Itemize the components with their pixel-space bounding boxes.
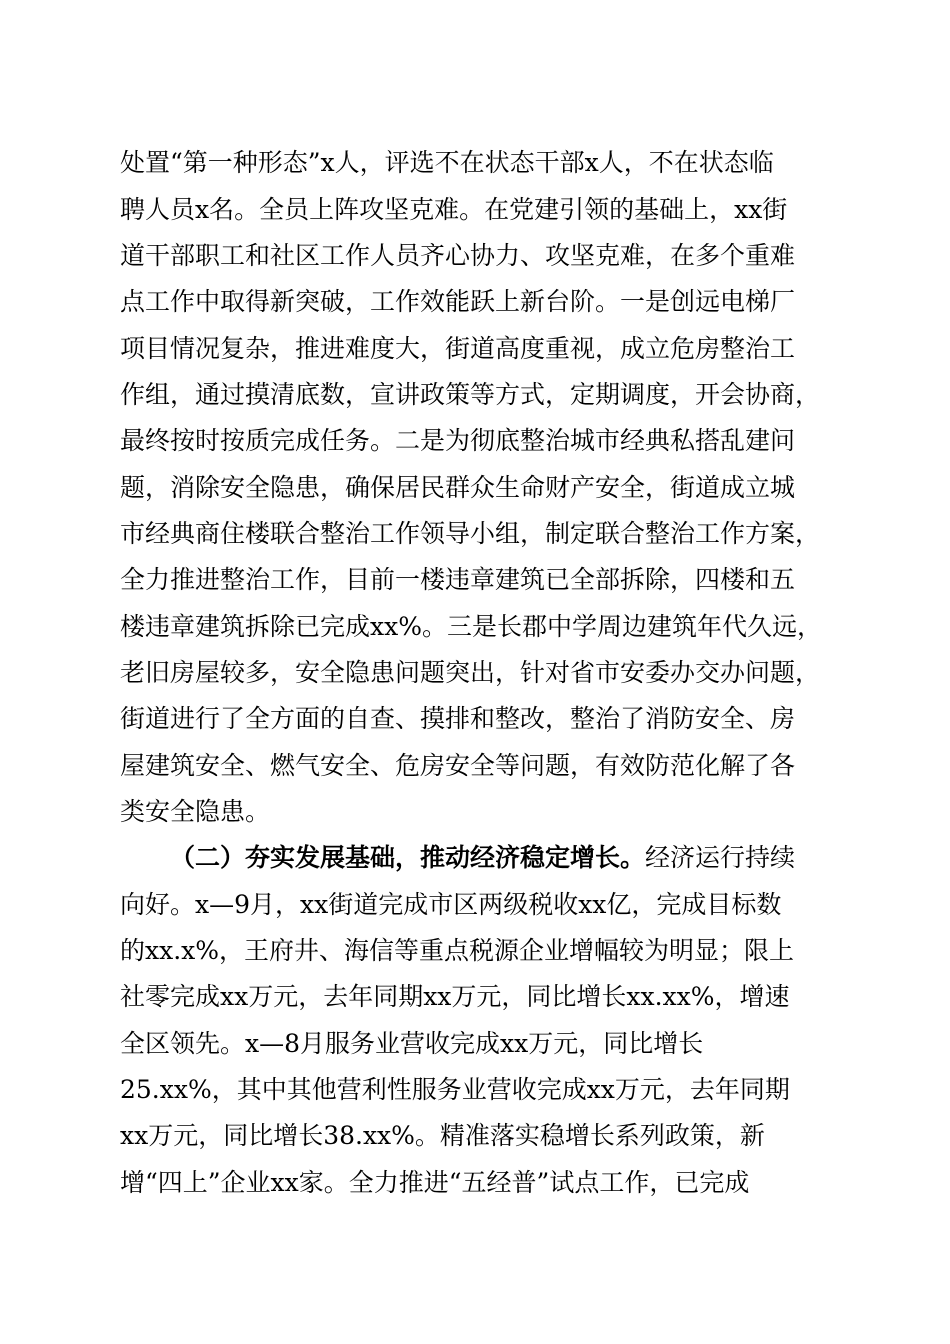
section-2-line-4: 社零完成xx万元，去年同期xx万元，同比增长xx.xx%，增速 bbox=[120, 982, 790, 1011]
section-2-line-7: xx万元，同比增长38.xx%。精准落实稳增长系列政策，新 bbox=[120, 1121, 765, 1150]
body-line-9: 市经典商住楼联合整治工作领导小组，制定联合整治工作方案， bbox=[120, 519, 821, 548]
body-line-10: 全力推进整治工作，目前一楼违章建筑已全部拆除，四楼和五 bbox=[120, 565, 796, 594]
body-line-12: 老旧房屋较多，安全隐患问题突出，针对省市安委办交办问题， bbox=[120, 658, 821, 687]
section-2-first-line bbox=[170, 839, 825, 877]
section-2-lead-text: 经济运行持续 bbox=[645, 843, 796, 872]
body-line-3: 道干部职工和社区工作人员齐心协力、攻坚克难，在多个重难 bbox=[120, 241, 796, 270]
section-2-line-8: 增“四上”企业xx家。全力推进“五经普”试点工作，已完成 bbox=[120, 1168, 750, 1197]
body-line-5: 项目情况复杂，推进难度大，街道高度重视，成立危房整治工 bbox=[120, 334, 796, 363]
body-line-6: 作组，通过摸清底数，宣讲政策等方式，定期调度，开会协商， bbox=[120, 380, 821, 409]
body-line-7: 最终按时按质完成任务。二是为彻底整治城市经典私搭乱建问 bbox=[120, 426, 796, 455]
body-line-4: 点工作中取得新突破，工作效能跃上新台阶。一是创远电梯厂 bbox=[120, 287, 796, 316]
body-line-15: 类安全隐患。 bbox=[120, 797, 271, 826]
body-line-2: 聘人员x名。全员上阵攻坚克难。在党建引领的基础上，xx街 bbox=[120, 195, 788, 224]
section-2-line-2: 向好。x—9月，xx街道完成市区两级税收xx亿，完成目标数 bbox=[120, 890, 782, 919]
body-line-1: 处置“第一种形态”x人，评选不在状态干部x人，不在状态临 bbox=[120, 148, 774, 177]
section-2-line-5: 全区领先。x—8月服务业营收完成xx万元，同比增长 bbox=[120, 1029, 704, 1058]
body-line-8: 题，消除安全隐患，确保居民群众生命财产安全，街道成立城 bbox=[120, 473, 796, 502]
body-line-11: 楼违章建筑拆除已完成xx%。三是长郡中学周边建筑年代久远， bbox=[120, 612, 822, 641]
section-2-line-3: 的xx.x%，王府井、海信等重点税源企业增幅较为明显；限上 bbox=[120, 936, 795, 965]
section-2-heading: （二）夯实发展基础，推动经济稳定增长。 bbox=[170, 843, 646, 872]
body-line-14: 屋建筑安全、燃气安全、危房安全等问题，有效防范化解了各 bbox=[120, 751, 796, 780]
section-2-line-6: 25.xx%，其中其他营利性服务业营收完成xx万元，去年同期 bbox=[120, 1075, 790, 1104]
body-line-13: 街道进行了全方面的自查、摸排和整改，整治了消防安全、房 bbox=[120, 704, 796, 733]
